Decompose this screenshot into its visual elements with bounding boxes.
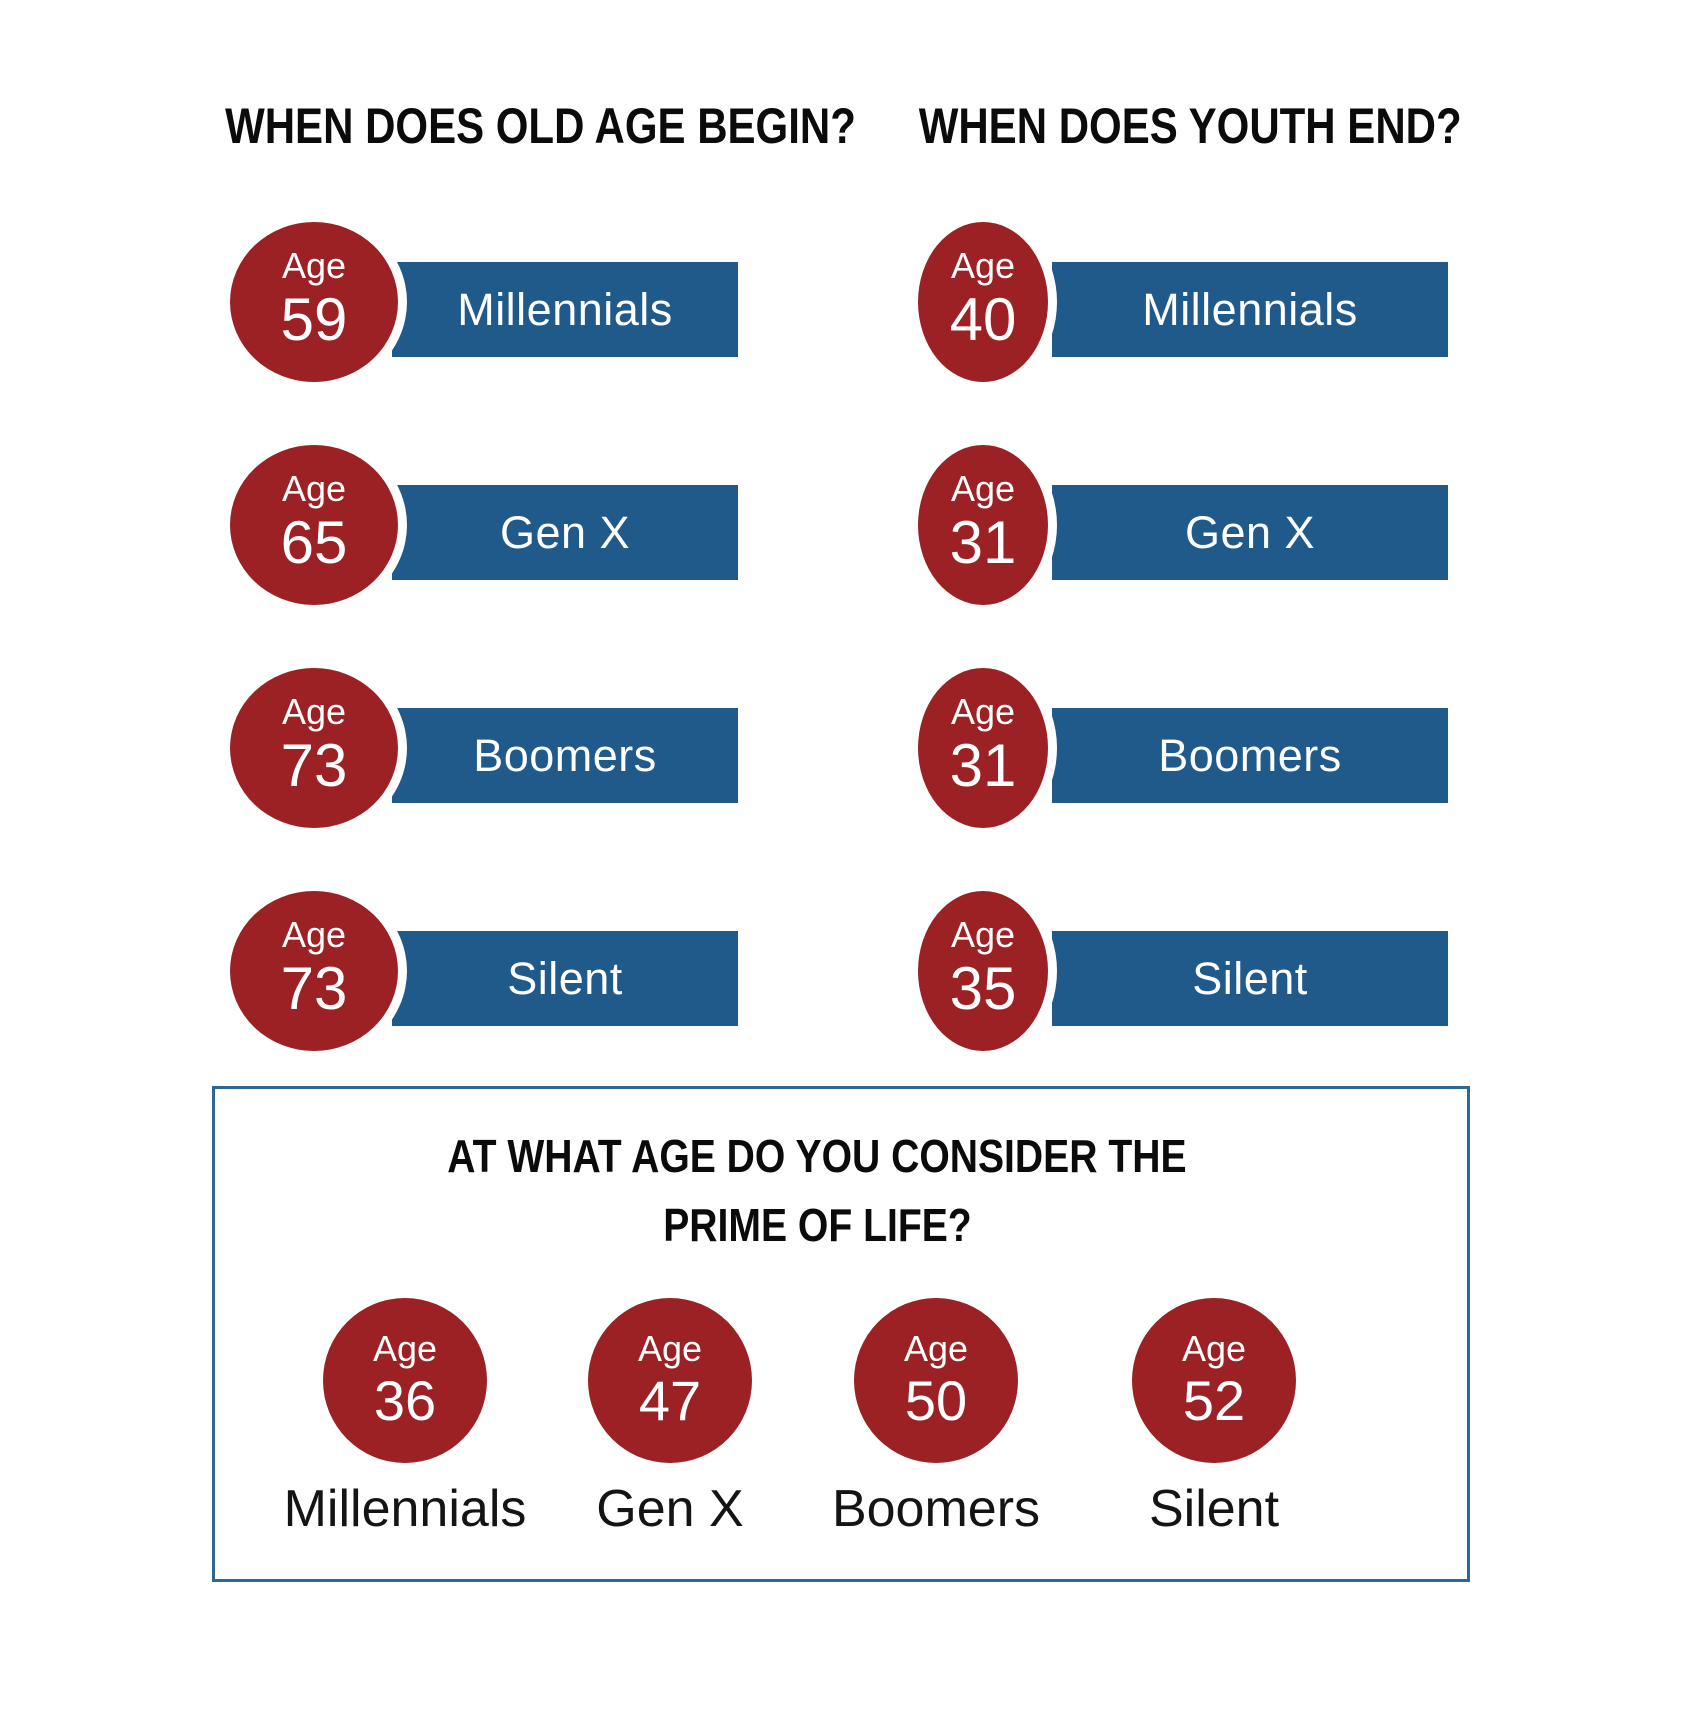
age-badge-word: Age — [903, 1328, 969, 1370]
age-badge-word: Age — [281, 913, 347, 955]
age-badge-value: 47 — [638, 1368, 702, 1432]
generation-bar-label: Silent — [507, 953, 623, 1004]
age-badge-word: Age — [950, 467, 1016, 509]
age-badge — [854, 1298, 1018, 1463]
age-badge-word: Age — [637, 1328, 703, 1370]
age-badge-value: 35 — [949, 955, 1017, 1023]
age-badge — [588, 1298, 752, 1463]
generation-bar-label: Millennials — [1142, 284, 1358, 335]
age-badge-word: Age — [372, 1328, 438, 1370]
youth-end-section-title-text: WHEN DOES YOUTH END? — [918, 98, 1462, 154]
generation-bar-label: Silent — [1192, 953, 1308, 1004]
youth-end-section-title — [840, 96, 1540, 156]
generation-bar — [1052, 262, 1448, 357]
generation-label-text: Millennials — [283, 1480, 527, 1538]
age-badge-value: 73 — [280, 732, 348, 800]
age-badge — [221, 882, 407, 1060]
generation-bar-label: Boomers — [1158, 730, 1342, 781]
age-badge — [221, 436, 407, 614]
age-badge — [1132, 1298, 1296, 1463]
generation-bar — [1052, 931, 1448, 1026]
age-badge-value: 40 — [949, 286, 1017, 354]
age-badge — [323, 1298, 487, 1463]
generation-bar-label: Gen X — [499, 507, 631, 558]
old-age-section-title — [165, 96, 865, 156]
age-badge-value: 36 — [373, 1368, 437, 1432]
age-badge — [909, 882, 1057, 1060]
age-badge — [909, 436, 1057, 614]
age-badge-word: Age — [281, 467, 347, 509]
age-badge-word: Age — [950, 690, 1016, 732]
old-age-section-title-text: WHEN DOES OLD AGE BEGIN? — [225, 98, 856, 154]
generation-bar — [1052, 708, 1448, 803]
prime-of-life-title — [217, 1122, 1417, 1260]
age-badge-word: Age — [950, 244, 1016, 286]
age-badge-word: Age — [281, 244, 347, 286]
generation-bar — [392, 262, 738, 357]
age-badge-value: 31 — [949, 509, 1017, 577]
age-badge — [909, 659, 1057, 837]
generation-bar — [392, 931, 738, 1026]
generation-bar-label: Boomers — [473, 730, 657, 781]
age-badge-value: 52 — [1182, 1368, 1246, 1432]
generation-bar-label: Gen X — [1184, 507, 1316, 558]
generation-bar — [392, 708, 738, 803]
age-badge-value: 73 — [280, 955, 348, 1023]
age-badge-value: 59 — [280, 286, 348, 354]
age-badge-value: 65 — [280, 509, 348, 577]
generation-label-text: Silent — [1148, 1480, 1280, 1538]
age-badge-word: Age — [1181, 1328, 1247, 1370]
age-badge — [221, 213, 407, 391]
age-badge-word: Age — [281, 690, 347, 732]
generation-bar — [392, 485, 738, 580]
age-badge-value: 50 — [904, 1368, 968, 1432]
age-badge-word: Age — [950, 913, 1016, 955]
prime-title-line1: AT WHAT AGE DO YOU CONSIDER THE — [447, 1130, 1187, 1182]
age-badge — [909, 213, 1057, 391]
generation-bar — [1052, 485, 1448, 580]
generation-label — [1034, 1478, 1394, 1540]
generation-label-text: Gen X — [596, 1480, 744, 1538]
age-badge — [221, 659, 407, 837]
generation-bar-label: Millennials — [457, 284, 673, 335]
prime-title-line2: PRIME OF LIFE? — [662, 1199, 972, 1251]
generation-label-text: Boomers — [831, 1480, 1041, 1538]
age-badge-value: 31 — [949, 732, 1017, 800]
